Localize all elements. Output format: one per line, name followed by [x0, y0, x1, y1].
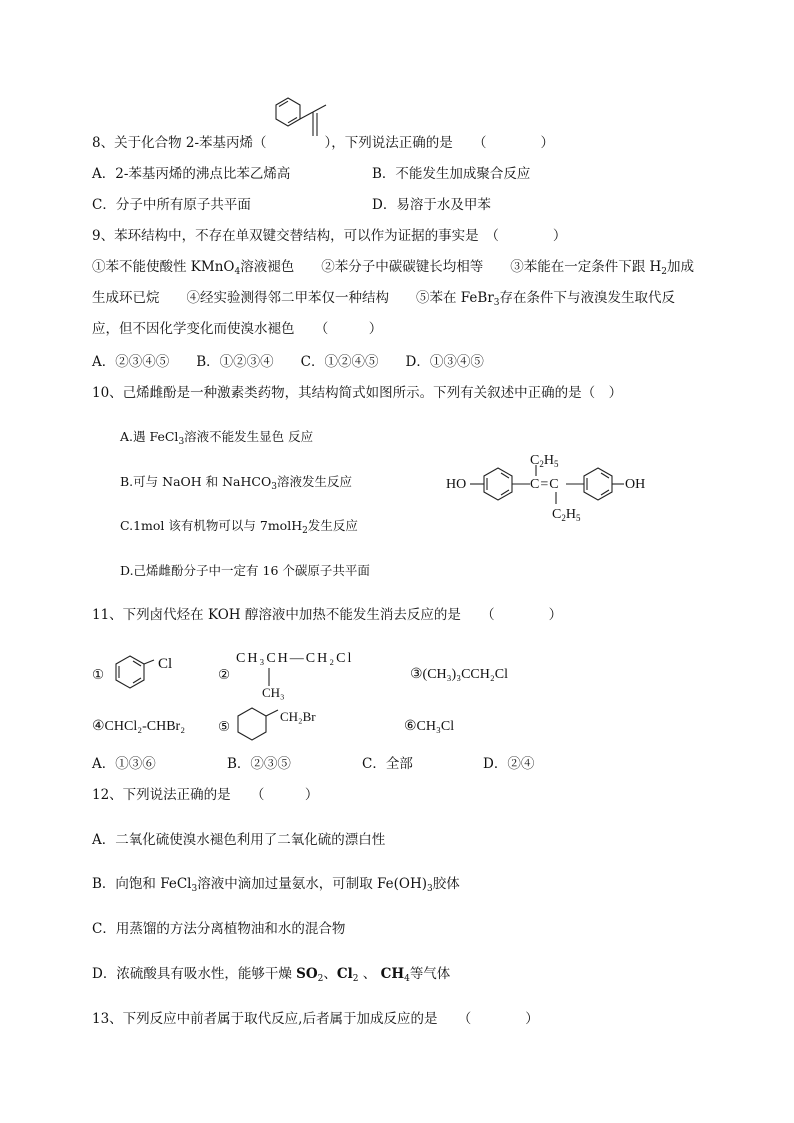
q10-option-c: C.1mol 该有机物可以与 7molH$_2$发生反应 [120, 518, 358, 536]
q8-option-c: C．分子中所有原子共平面 [92, 197, 251, 213]
q11-option-a: A．①③⑥ [92, 756, 156, 772]
q11-item2-chain: CH₃CH—CH₂Cl [236, 651, 354, 666]
q11-item4: ④CHCl₂-CHBr₂ [92, 719, 186, 734]
q9-options: A．②③④⑤ B．①②③④ C．①②④⑤ D．①③④⑤ [92, 354, 484, 370]
q9-stem: 9、苯环结构中，不存在单双键交替结构，可以作为证据的事实是 （ ） [92, 228, 567, 244]
q10-c2h5-top: $C_2H_5$ [530, 453, 559, 469]
q8-option-d: D．易溶于水及甲苯 [372, 197, 491, 213]
q9-line3: 应，但不因化学变化而使溴水褪色 （ ） [92, 321, 383, 337]
q8-option-b: B．不能发生加成聚合反应 [372, 166, 531, 182]
q9-line1: ①苯不能使酸性 KMnO$_4$溶液褪色 ②苯分子中碳碳键长均相等 ③苯能在一定条件下跟 $H_2$加成 [92, 259, 695, 277]
q10-option-d: D.己烯雌酚分子中一定有 16 个碳原子共平面 [120, 563, 370, 578]
q10-option-a: A.遇 FeCl$_3$溶液不能发生显色 反应 [120, 429, 314, 447]
q10-ho-left: HO [446, 477, 467, 492]
q11-item1-cl: Cl [158, 656, 173, 672]
q8-option-a: A．2-苯基丙烯的沸点比苯乙烯高 [92, 166, 291, 182]
q11-item5-label: ⑤ [218, 719, 231, 735]
q11-stem: 11、下列卤代烃在 KOH 醇溶液中加热不能发生消去反应的是 （ ） [92, 607, 563, 623]
q12-option-a: A．二氧化硫使溴水褪色利用了二氧化硫的漂白性 [92, 832, 386, 848]
q11-option-b: B．②③⑤ [227, 756, 291, 772]
q11-item3: ③(CH₃)₃CCH₂Cl [410, 667, 508, 682]
q11-option-d: D．②④ [483, 756, 535, 772]
q9-line2: 生成环已烷 ④经实验测得邻二甲苯仅一种结构 ⑤苯在 FeBr$_3$存在条件下与液溴发生取代反 [92, 290, 676, 308]
q11-item5-ch2br: CH₂Br [280, 709, 316, 724]
q10-oh-right: OH [625, 477, 646, 492]
q10-double-bond-carbons: C=C [530, 477, 559, 492]
q11-option-c: C．全部 [362, 756, 413, 772]
q10-c2h5-bottom: $C_2H_5$ [552, 507, 581, 523]
q12-option-c: C．用蒸馏的方法分离植物油和水的混合物 [92, 921, 346, 937]
q11-item2-methyl: CH₃ [262, 685, 285, 700]
q10-option-b: B.可与 NaOH 和 NaHCO$_3$溶液发生反应 [120, 474, 352, 492]
cyclohexyl-ring-icon [234, 704, 284, 748]
q12-option-d: D．浓硫酸具有吸水性，能够干燥 $SO_2$、$Cl_2$ 、 $CH_4$等气体 [92, 966, 451, 984]
q12-stem: 12、下列说法正确的是 （ ） [92, 787, 319, 803]
chlorobenzene-ring-icon [112, 652, 162, 696]
q8-stem: 8、关于化合物 2-苯基丙烯（ ），下列说法正确的是 （ ） [92, 135, 555, 151]
q13-stem: 13、下列反应中前者属于取代反应,后者属于加成反应的是 （ ） [92, 1011, 539, 1027]
q11-item2-label: ② [218, 667, 231, 683]
q10-stem: 10、己烯雌酚是一种激素类药物，其结构简式如图所示。下列有关叙述中正确的是（ ） [92, 385, 623, 401]
2-phenylpropene-structure-icon [268, 96, 338, 154]
q12-option-b: B．向饱和 FeCl$_3$溶液中滴加过量氨水，可制取 $Fe(OH)_3$胶体 [92, 876, 460, 894]
q11-item6: ⑥CH₃Cl [404, 719, 455, 734]
q11-item1-label: ① [92, 667, 105, 683]
